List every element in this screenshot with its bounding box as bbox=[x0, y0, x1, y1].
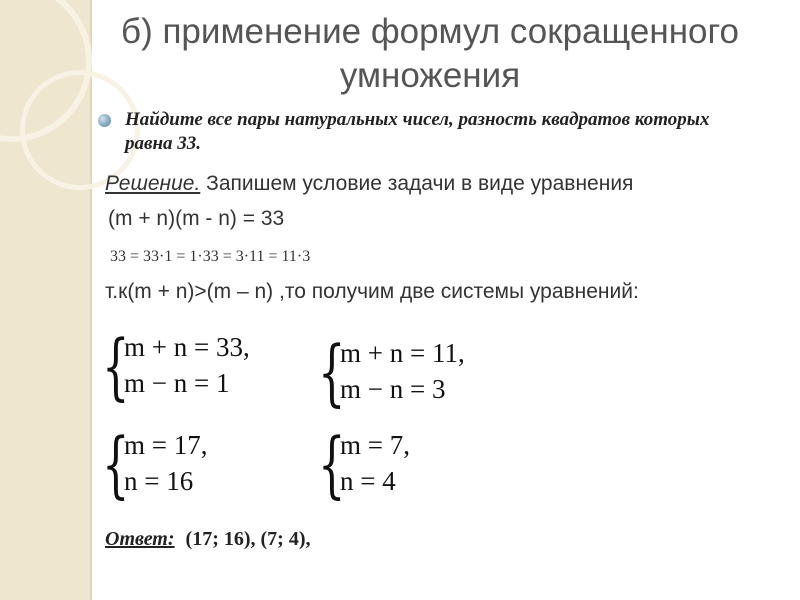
solution-system-1 bbox=[102, 422, 292, 510]
brace-icon: { bbox=[102, 422, 130, 506]
system-row: m = 17, bbox=[124, 430, 208, 460]
task-text: Найдите все пары натуральных чисел, разность квадратов которых равна 33. bbox=[125, 109, 710, 154]
brace-icon: { bbox=[102, 324, 130, 408]
task-bullet bbox=[98, 108, 758, 156]
solution-system-2 bbox=[318, 422, 508, 510]
main-equation: (m + n)(m - n) = 33 bbox=[108, 207, 285, 230]
equation-system-2 bbox=[318, 330, 538, 418]
solution-line bbox=[105, 172, 633, 196]
system-row: m + n = 11, bbox=[340, 338, 465, 368]
answer-line bbox=[105, 528, 311, 551]
bullet-icon bbox=[98, 114, 111, 127]
system-row: n = 4 bbox=[340, 466, 396, 496]
solution-text: Запишем условие задачи в виде уравнения bbox=[200, 172, 634, 195]
answer-value: (17; 16), (7; 4), bbox=[180, 528, 311, 550]
brace-icon: { bbox=[318, 330, 346, 414]
factorization-line: 33 = 33·1 = 1·33 = 3·11 = 11·3 bbox=[110, 248, 311, 265]
equation-system-1 bbox=[102, 324, 312, 412]
system-row: m − n = 3 bbox=[340, 374, 446, 404]
solution-label: Решение. bbox=[105, 172, 201, 195]
slide-title: б) применение формул сокращенного умножения bbox=[121, 12, 739, 95]
system-row: m + n = 33, bbox=[124, 332, 250, 362]
system-row: m = 7, bbox=[340, 430, 410, 460]
system-row: n = 16 bbox=[124, 466, 194, 496]
answer-label: Ответ: bbox=[105, 528, 175, 550]
system-row: m − n = 1 bbox=[124, 368, 230, 398]
brace-icon: { bbox=[318, 422, 346, 506]
condition-line: т.к(m + n)>(m – n) ,то получим две системы уравнений: bbox=[105, 280, 639, 303]
